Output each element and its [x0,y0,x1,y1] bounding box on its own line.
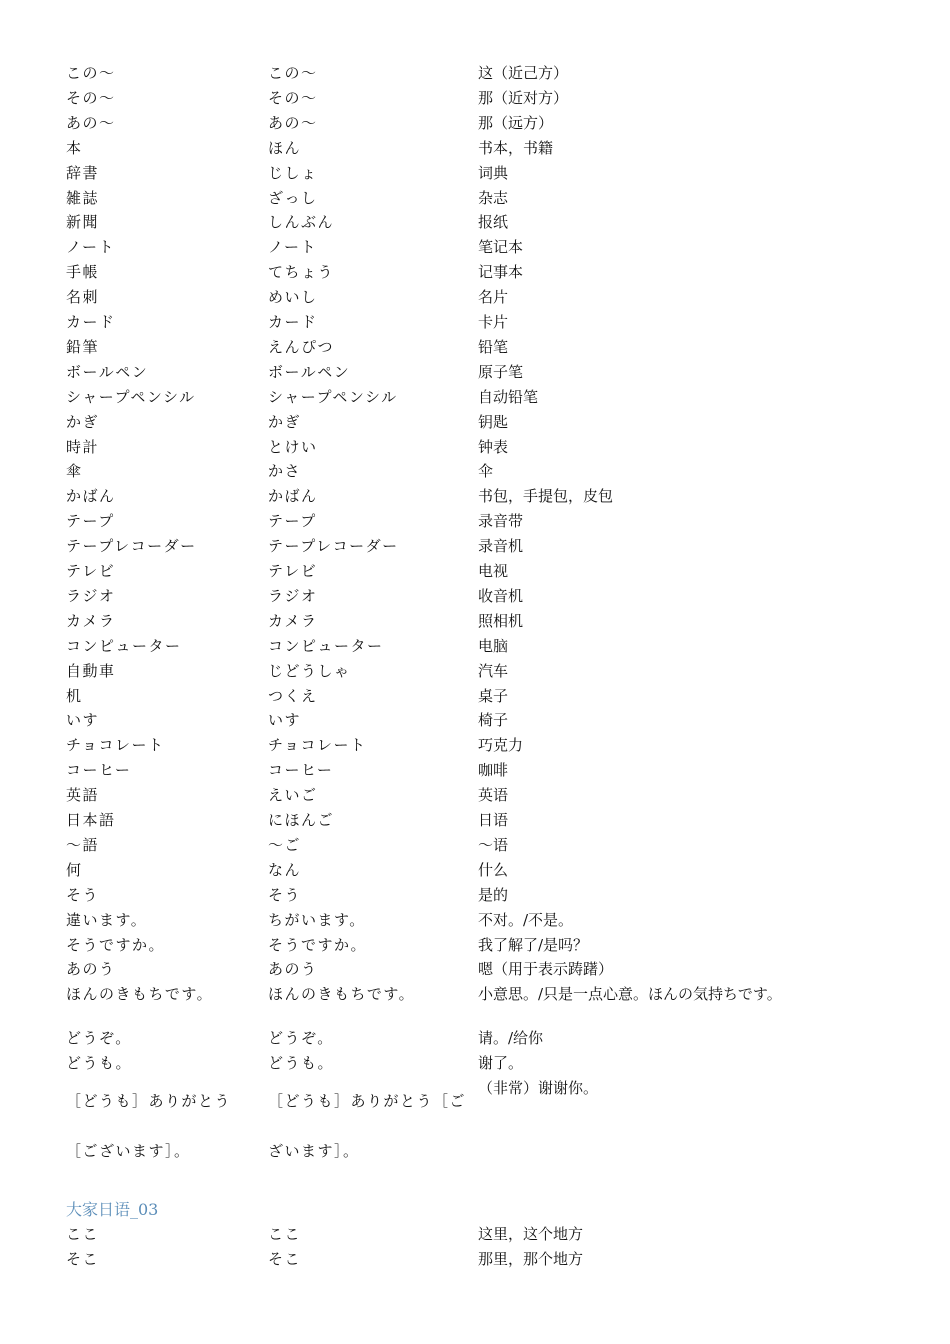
vocab-row [0,534,950,559]
chinese-meaning: 嗯（用于表示踌躇） [478,960,614,979]
thanks-japanese-line2: ［ございます］。 [66,1142,191,1160]
vocab-row [0,61,950,86]
kana-reading: ちがいます。 [268,910,366,929]
kana-reading: えんぴつ [268,337,335,356]
chinese-meaning: 是的 [478,885,509,904]
japanese-word: 新聞 [66,213,100,232]
japanese-word: シャープペンシル [66,387,196,406]
japanese-word: かばん [66,487,116,506]
chinese-meaning: 汽车 [478,661,509,680]
vocab-row [0,808,950,833]
japanese-word: いす [66,711,100,730]
chinese-meaning: 录音机 [478,537,524,556]
chinese-meaning: 电脑 [478,636,509,655]
japanese-word: そうですか。 [66,935,166,954]
japanese-word: テレビ [66,562,116,580]
kana-reading: えいご [268,786,318,805]
japanese-word: 傘 [66,462,83,481]
vocab-row [0,385,950,410]
kana-reading: かさ [268,462,302,481]
japanese-word: ほんのきもちです。 [66,985,214,1004]
japanese-word: 本 [66,138,83,157]
japanese-word: 何 [66,860,83,879]
japanese-word: 名刺 [66,288,100,307]
kana-reading: ここ [268,1225,302,1243]
japanese-word: ラジオ [66,586,116,605]
chinese-meaning: 录音带 [478,512,524,531]
vocab-row [0,883,950,908]
japanese-word: 日本語 [66,811,116,829]
vocab-row [0,210,950,235]
kana-reading: めいし [268,288,318,307]
chinese-meaning: 小意思。/只是一点心意。ほんの気持ちです。 [478,985,782,1004]
chinese-meaning: 书包，手提包，皮包 [478,487,614,506]
kana-reading: テープ [268,512,317,531]
vocab-row [0,186,950,211]
vocab-row [0,86,950,111]
japanese-word: 英語 [66,786,100,805]
vocab-row [0,684,950,709]
chinese-meaning: 巧克力 [478,736,524,755]
vocab-row [0,285,950,310]
chinese-meaning: 日语 [478,811,509,829]
chinese-meaning: 铅笔 [478,337,509,356]
thanks-japanese-line1: ［どうも］ありがとう [66,1092,232,1110]
vocab-row [0,634,950,659]
vocab-row [0,659,950,684]
vocab-row [0,235,950,260]
vocab-row [0,260,950,285]
kana-reading: なん [268,860,302,879]
chinese-meaning: 书本，书籍 [478,138,554,157]
chinese-meaning: 照相机 [478,611,524,630]
kana-reading: いす [268,711,302,730]
vocab-row [0,858,950,883]
japanese-word: 手帳 [66,263,100,282]
kana-reading: ざっし [268,188,318,207]
chinese-meaning: 我了解了/是吗？ [478,935,589,954]
chinese-meaning: 电视 [478,562,509,580]
vocab-row [0,733,950,758]
kana-reading: ボールペン [268,362,351,381]
japanese-word: コーヒー [66,761,132,780]
vocab-row [0,459,950,484]
kana-reading: あのう [268,960,318,979]
chinese-meaning: 请。/给你 [478,1029,544,1047]
kana-reading: コンピューター [268,636,384,655]
thanks-kana-line2: ざいます］。 [268,1142,360,1160]
vocab-row [0,708,950,733]
japanese-word: 自動車 [66,661,116,680]
kana-reading: ほん [268,138,302,157]
vocab-row [0,1222,950,1247]
kana-reading: つくえ [268,686,318,705]
vocab-row [0,783,950,808]
vocab-row [0,484,950,509]
kana-reading: テレビ [268,562,318,580]
section-heading-lesson-03: 大家日语_03 [66,1200,159,1219]
chinese-meaning: 那（远方） [478,113,554,132]
japanese-word: 辞書 [66,163,100,182]
japanese-word: テープレコーダー [66,537,197,556]
japanese-word: あの～ [66,113,116,132]
kana-reading: あの～ [268,113,318,132]
chinese-meaning: 自动铅笔 [478,387,539,406]
kana-reading: そこ [268,1249,302,1268]
japanese-word: かぎ [66,412,100,431]
vocab-row [0,435,950,460]
vocab-row [0,136,950,161]
japanese-word: コンピューター [66,636,182,655]
kana-reading: この～ [268,64,318,82]
kana-reading: そう [268,885,302,904]
chinese-meaning: 英语 [478,786,509,805]
chinese-meaning: 那（近对方） [478,88,569,107]
japanese-word: 鉛筆 [66,337,100,356]
kana-reading: にほんご [268,811,335,829]
kana-reading: そうですか。 [268,935,368,954]
vocab-row [0,982,950,1007]
kana-reading: シャープペンシル [268,387,398,406]
japanese-word: ノート [66,238,116,257]
kana-reading: しんぶん [268,213,335,232]
japanese-word: この～ [66,64,116,82]
chinese-meaning: 卡片 [478,313,509,331]
vocab-row [0,609,950,634]
kana-reading: ノート [268,238,318,257]
chinese-meaning: 什么 [478,860,509,879]
japanese-word: ボールペン [66,362,149,381]
vocab-row [0,1026,950,1051]
chinese-meaning: 词典 [478,163,509,182]
japanese-word: 時計 [66,437,100,456]
chinese-meaning: 这里，这个地方 [478,1225,584,1243]
vocab-row [0,111,950,136]
japanese-word: どうも。 [66,1053,133,1072]
chinese-meaning: 记事本 [478,263,524,282]
japanese-word: テープ [66,512,115,531]
chinese-meaning: 收音机 [478,586,524,605]
chinese-meaning: 伞 [478,462,494,481]
vocab-row [0,310,950,335]
chinese-meaning: 不对。/不是。 [478,910,574,929]
vocab-row [0,584,950,609]
chinese-meaning: 椅子 [478,711,509,730]
kana-reading: どうも。 [268,1053,335,1072]
chinese-meaning: 杂志 [478,188,509,207]
japanese-word: カメラ [66,611,116,630]
chinese-meaning: 报纸 [478,213,509,232]
kana-reading: かぎ [268,412,302,431]
japanese-word: ～語 [66,835,100,854]
japanese-word: チョコレート [66,736,165,755]
japanese-word: どうぞ。 [66,1029,132,1047]
chinese-meaning: 笔记本 [478,238,524,257]
vocab-row [0,957,950,982]
kana-reading: ～ご [268,835,302,854]
kana-reading: その～ [268,88,318,107]
vocab-row [0,360,950,385]
vocab-row [0,933,950,958]
kana-reading: ラジオ [268,586,318,605]
kana-reading: チョコレート [268,736,367,755]
vocab-row [0,908,950,933]
thanks-kana-line1: ［どうも］ありがとう［ご [268,1092,467,1110]
chinese-meaning: 原子笔 [478,362,524,381]
japanese-word: ここ [66,1225,100,1243]
kana-reading: カメラ [268,611,318,630]
kana-reading: てちょう [268,263,335,282]
kana-reading: どうぞ。 [268,1029,334,1047]
kana-reading: テープレコーダー [268,537,399,556]
chinese-meaning: 钟表 [478,437,509,456]
kana-reading: とけい [268,437,318,456]
vocab-row [0,509,950,534]
chinese-meaning: 这（近己方） [478,64,569,82]
kana-reading: ほんのきもちです。 [268,985,416,1004]
vocab-row [0,410,950,435]
vocab-row [0,559,950,584]
japanese-word: 違います。 [66,910,148,929]
japanese-word: カード [66,313,116,331]
japanese-word: あのう [66,960,116,979]
japanese-word: そう [66,885,100,904]
japanese-word: 雑誌 [66,188,100,207]
chinese-meaning: 那里，那个地方 [478,1249,584,1268]
vocab-row [0,1247,950,1272]
kana-reading: カード [268,313,318,331]
japanese-word: その～ [66,88,116,107]
chinese-meaning: 桌子 [478,686,509,705]
chinese-meaning: 咖啡 [478,761,509,780]
kana-reading: じしょ [268,163,318,182]
kana-reading: かばん [268,487,318,506]
thanks-chinese: （非常）谢谢你。 [478,1079,599,1097]
japanese-word: そこ [66,1249,100,1268]
vocab-row [0,1051,950,1076]
vocab-row [0,833,950,858]
vocab-row [0,161,950,186]
vocab-row [0,758,950,783]
japanese-word: 机 [66,686,83,705]
chinese-meaning: 钥匙 [478,412,509,431]
vocab-row [0,335,950,360]
chinese-meaning: ～语 [478,835,509,854]
kana-reading: じどうしゃ [268,661,351,680]
chinese-meaning: 谢了。 [478,1053,524,1072]
kana-reading: コーヒー [268,761,334,780]
chinese-meaning: 名片 [478,288,509,307]
